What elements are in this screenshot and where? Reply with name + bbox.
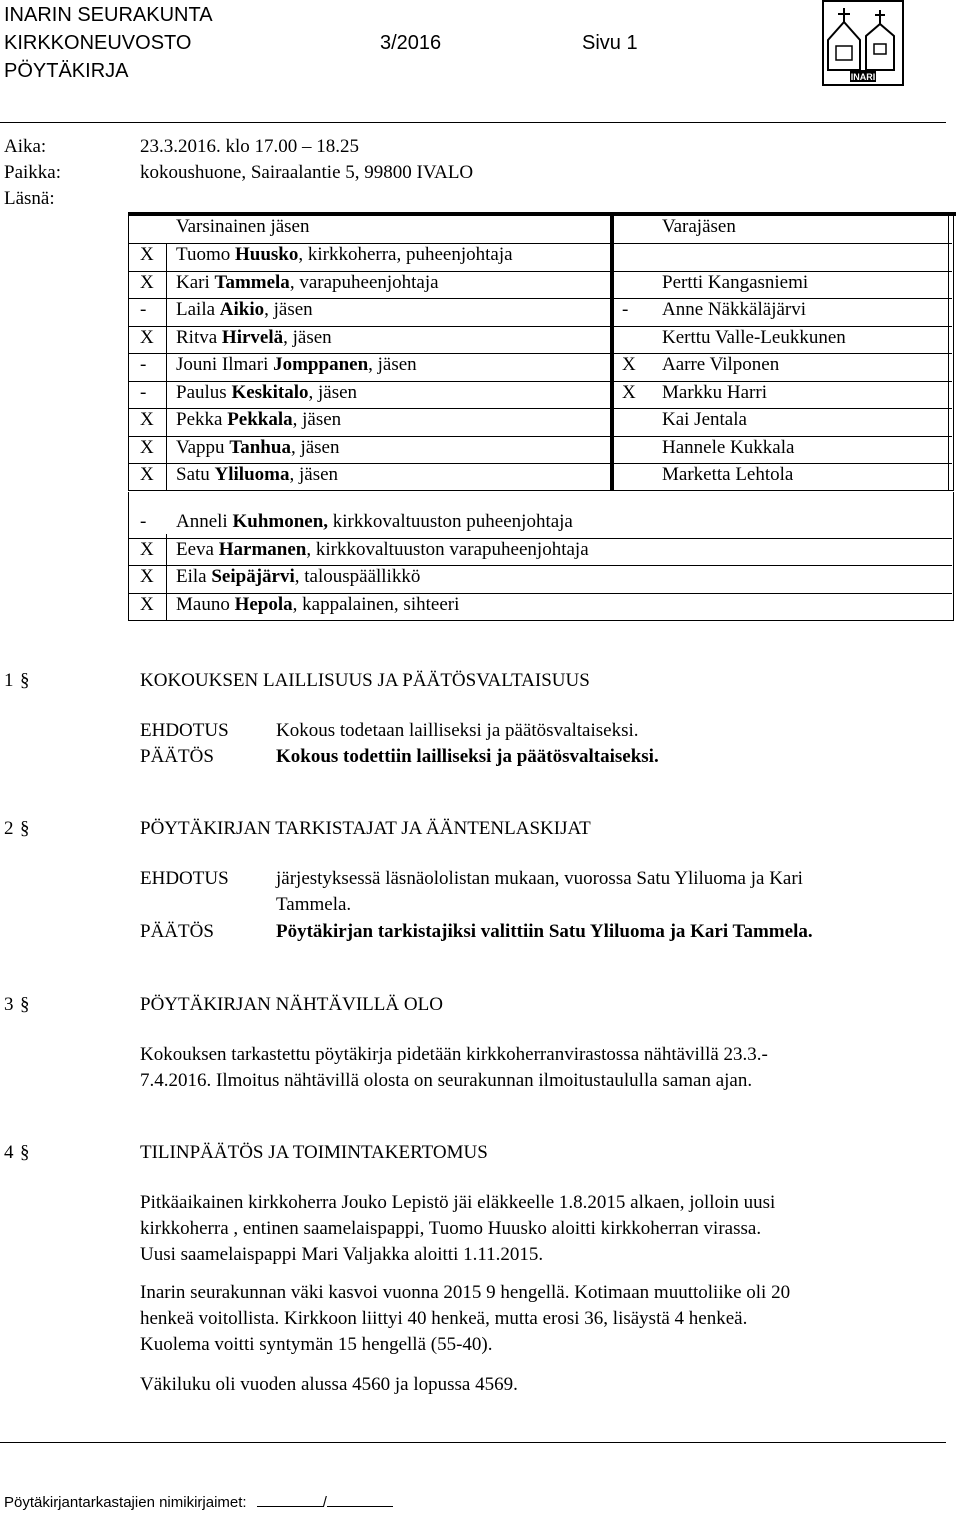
attendance-mark: -	[140, 381, 147, 403]
section-4-title: TILINPÄÄTÖS JA TOIMINTAKERTOMUS	[140, 1142, 488, 1163]
row-divider	[128, 271, 952, 272]
footer-initials-label: Pöytäkirjantarkastajien nimikirjaimet:	[4, 1494, 247, 1511]
church-logo-icon	[822, 0, 904, 86]
member-role: , jäsen	[368, 354, 417, 375]
deputy-attendance-mark: X	[622, 354, 636, 375]
section-3-number: 3	[4, 994, 14, 1015]
table-row	[128, 244, 948, 271]
section-4-paragraph-1-line-3: Uusi saamelaispappi Mari Valjakka aloitti 1.11.2015.	[140, 1244, 544, 1265]
table-row	[128, 327, 948, 354]
place-value: kokoushuone, Sairaalantie 5, 99800 IVALO	[140, 162, 474, 183]
member-role: , kirkkoherra, puheenjohtaja	[298, 244, 513, 265]
deputy-name: Aarre Vilponen	[662, 354, 780, 375]
attendee-role: kirkkovaltuuston puheenjohtaja	[328, 511, 573, 532]
section-4-paragraph-2-line-3: Kuolema voitti syntymän 15 hengellä (55-40).	[140, 1334, 493, 1355]
deputy-name: Kai Jentala	[662, 409, 747, 430]
member-first-name: Pekka	[176, 409, 223, 430]
meeting-number: 3/2016	[380, 32, 442, 54]
section-2-sign: §	[20, 818, 30, 839]
attendance-mark: X	[140, 409, 154, 430]
member-last-name: Pekkala	[227, 409, 293, 430]
member-name	[176, 464, 338, 486]
section-4-number: 4	[4, 1142, 14, 1163]
attendee-role: , talouspäällikkö	[294, 566, 421, 587]
member-last-name: Hirvelä	[221, 326, 284, 348]
section-2-number: 2	[4, 818, 14, 839]
table-row	[128, 272, 948, 299]
section-4-paragraph-2-line-2: henkeä voitollista. Kirkkoon liittyi 40 henkeä, mutta erosi 36, lisäystä 4 henkeä.	[140, 1308, 748, 1329]
attendee-first-name: Mauno	[176, 593, 230, 615]
section-3-sign: §	[20, 994, 30, 1015]
attendee-first-name: Anneli	[176, 511, 228, 532]
member-last-name: Yliluoma	[214, 464, 290, 485]
place-label: Paikka:	[4, 162, 61, 183]
table-row	[128, 299, 948, 326]
attendance-mark: X	[140, 566, 154, 587]
member-role: , varapuheenjohtaja	[289, 271, 439, 293]
section-1-decision-label: PÄÄTÖS	[140, 746, 214, 767]
table-row	[128, 437, 948, 464]
attendee-first-name: Eila	[176, 566, 207, 587]
section-2-proposal-label: EHDOTUS	[140, 868, 229, 889]
section-2-proposal-line-2: Tammela.	[276, 894, 352, 915]
table-row	[128, 382, 948, 409]
section-4-sign: §	[20, 1142, 30, 1163]
member-role: , jäsen	[289, 464, 339, 485]
attendee-first-name: Eeva	[176, 538, 214, 560]
attendee-name	[176, 594, 459, 616]
section-1-title: KOKOUKSEN LAILLISUUS JA PÄÄTÖSVALTAISUUS	[140, 670, 590, 691]
deputy-member-header: Varajäsen	[662, 216, 736, 237]
section-4-paragraph-2-line-1: Inarin seurakunnan väki kasvoi vuonna 2015 9 hengellä. Kotimaan muuttoliike oli 20	[140, 1282, 791, 1303]
time-value: 23.3.2016. klo 17.00 – 18.25	[140, 136, 360, 157]
member-last-name: Jomppanen	[273, 354, 369, 375]
row-divider	[128, 353, 952, 354]
body-name: KIRKKONEUVOSTO	[4, 32, 192, 54]
document-type: PÖYTÄKIRJA	[4, 60, 129, 82]
page-number: Sivu 1	[582, 32, 638, 54]
section-4-paragraph-1-line-1: Pitkäaikainen kirkkoherra Jouko Lepistö jäi eläkkeelle 1.8.2015 alkaen, jolloin uusi	[140, 1192, 776, 1213]
section-2-proposal-line-1: järjestyksessä läsnäololistan mukaan, vuorossa Satu Yliluoma ja Kari	[276, 868, 803, 889]
section-3-text-line-2: 7.4.2016. Ilmoitus nähtävillä olosta on seurakunnan ilmoitustaululla saman ajan.	[140, 1070, 753, 1091]
row-divider	[128, 565, 952, 566]
header-divider	[0, 122, 946, 123]
attendee-name	[176, 539, 589, 561]
section-2-title: PÖYTÄKIRJAN TARKISTAJAT JA ÄÄNTENLASKIJAT	[140, 818, 591, 839]
table-row	[128, 566, 948, 593]
deputy-name: Marketta Lehtola	[662, 464, 794, 485]
footer	[4, 1492, 393, 1511]
time-label: Aika:	[4, 136, 47, 157]
member-role: , jäsen	[292, 409, 342, 430]
section-4-paragraph-1-line-2: kirkkoherra , entinen saamelaispappi, Tuomo Huusko aloitti kirkkoherran virassa.	[140, 1218, 762, 1239]
member-name	[176, 327, 332, 349]
deputy-attendance-mark: X	[622, 381, 636, 403]
table-row	[128, 511, 948, 538]
member-first-name: Paulus	[176, 381, 227, 403]
member-role: , jäsen	[290, 436, 340, 458]
regular-member-header: Varsinainen jäsen	[176, 216, 310, 237]
deputy-name: Kerttu Valle-Leukkunen	[662, 326, 846, 348]
table-right-border	[948, 212, 949, 490]
member-role: , jäsen	[283, 326, 332, 348]
footer-divider	[0, 1442, 946, 1443]
attendance-mark: X	[140, 271, 154, 293]
initials-separator: /	[322, 1494, 327, 1511]
member-last-name: Keskitalo	[231, 381, 309, 403]
section-1-number: 1	[4, 670, 14, 691]
row-divider	[128, 538, 952, 539]
section-3-title: PÖYTÄKIRJAN NÄHTÄVILLÄ OLO	[140, 994, 443, 1015]
row-divider	[128, 463, 952, 464]
svg-text:INARI: INARI	[850, 72, 876, 82]
row-divider	[128, 436, 952, 437]
member-last-name: Aikio	[219, 299, 265, 320]
table-row	[128, 409, 948, 436]
member-first-name: Kari	[176, 271, 210, 293]
member-name	[176, 437, 340, 459]
deputy-name: Markku Harri	[662, 381, 767, 403]
section-1-sign: §	[20, 670, 30, 691]
deputy-name: Pertti Kangasniemi	[662, 271, 809, 293]
member-name	[176, 299, 313, 321]
section-1-decision: Kokous todettiin lailliseksi ja päätösvaltaiseksi.	[276, 746, 659, 767]
table-row	[128, 354, 948, 381]
deputy-name: Hannele Kukkala	[662, 436, 795, 458]
member-name	[176, 272, 439, 294]
member-name	[176, 244, 513, 266]
attendance-mark: X	[140, 464, 154, 485]
table-row	[128, 539, 948, 566]
row-divider	[128, 243, 952, 244]
parish-logo	[822, 0, 904, 86]
deputy-name: Anne Näkkäläjärvi	[662, 299, 807, 320]
member-last-name: Tanhua	[229, 436, 291, 458]
attendee-last-name: Hepola	[234, 593, 293, 615]
attendance-mark: X	[140, 593, 154, 615]
member-role: , jäsen	[308, 381, 358, 403]
attendance-mark: X	[140, 326, 154, 348]
attendee-last-name: Kuhmonen,	[232, 511, 329, 532]
section-3-text-line-1: Kokouksen tarkastettu pöytäkirja pidetään kirkkoherranvirastossa nähtävillä 23.3.-	[140, 1044, 768, 1065]
member-first-name: Jouni Ilmari	[176, 354, 269, 375]
attendee-last-name: Seipäjärvi	[211, 566, 295, 587]
attendee-name	[176, 566, 420, 588]
section-2-decision: Pöytäkirjan tarkistajiksi valittiin Satu Yliluoma ja Kari Tammela.	[276, 921, 813, 942]
section-2-decision-label: PÄÄTÖS	[140, 921, 214, 942]
table-row	[128, 594, 948, 621]
member-first-name: Satu	[176, 464, 210, 485]
table-row	[128, 464, 948, 491]
organization-name: INARIN SEURAKUNTA	[4, 4, 213, 26]
row-divider	[128, 381, 952, 382]
member-last-name: Tammela	[214, 271, 290, 293]
attendance-mark: -	[140, 299, 147, 320]
section-1-proposal-label: EHDOTUS	[140, 720, 229, 741]
attendance-mark: X	[140, 538, 154, 560]
member-first-name: Vappu	[176, 436, 225, 458]
member-first-name: Laila	[176, 299, 216, 320]
member-name	[176, 382, 357, 404]
present-label: Läsnä:	[4, 188, 55, 209]
row-divider	[128, 408, 952, 409]
deputy-attendance-mark: -	[622, 299, 629, 320]
initials-field-1[interactable]	[257, 1492, 323, 1507]
attendee-role: , kirkkovaltuuston varapuheenjohtaja	[306, 538, 589, 560]
member-first-name: Ritva	[176, 326, 218, 348]
row-divider	[128, 326, 952, 327]
attendee-last-name: Harmanen	[218, 538, 307, 560]
attendee-role: , kappalainen, sihteeri	[292, 593, 460, 615]
member-name	[176, 409, 341, 431]
member-name	[176, 354, 417, 376]
row-divider	[128, 298, 952, 299]
section-4-paragraph-3: Väkiluku oli vuoden alussa 4560 ja lopussa 4569.	[140, 1374, 518, 1395]
attendance-mark: -	[140, 354, 147, 375]
section-1-proposal: Kokous todetaan lailliseksi ja päätösvaltaiseksi.	[276, 720, 639, 741]
member-last-name: Huusko	[234, 244, 299, 265]
member-first-name: Tuomo	[176, 244, 231, 265]
attendance-mark: X	[140, 244, 154, 265]
attendance-mark: X	[140, 436, 154, 458]
initials-field-2[interactable]	[327, 1492, 393, 1507]
member-role: , jäsen	[264, 299, 313, 320]
attendance-mark: -	[140, 511, 147, 532]
row-divider	[128, 593, 952, 594]
attendee-name	[176, 511, 573, 533]
